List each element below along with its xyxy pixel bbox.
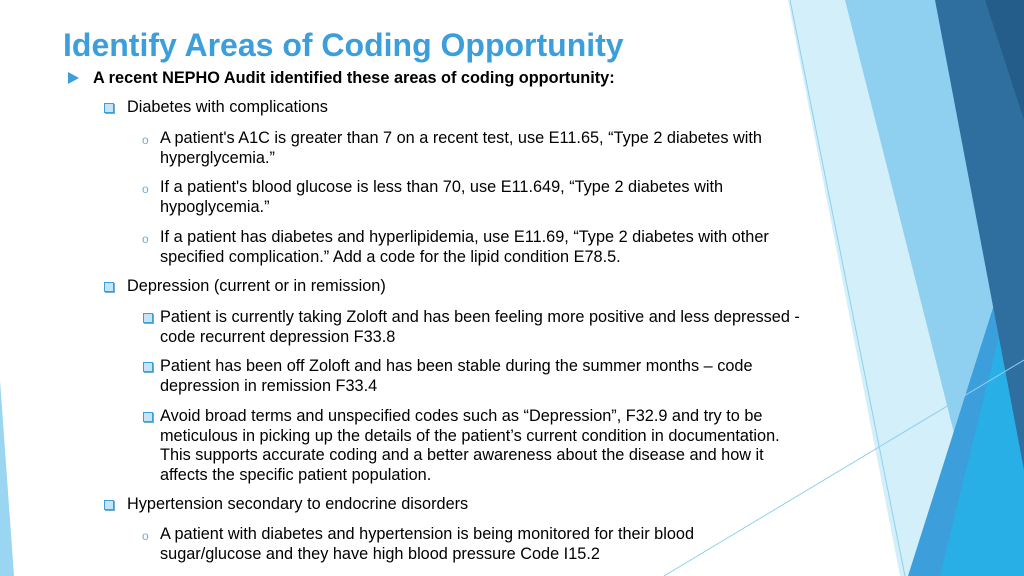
list-item — [160, 357, 800, 396]
list-item-text: Patient is currently taking Zoloft and has been feeling more positive and less depressed - code recurrent depression F33.8 — [160, 308, 800, 346]
list-item-text: If a patient has diabetes and hyperlipidemia, use E11.69, “Type 2 diabetes with other specified complication.” Add a code for the lipid condition E78.5. — [160, 228, 769, 266]
section-heading-text: Diabetes with complications — [127, 98, 328, 116]
list-item — [160, 407, 800, 485]
section-heading-text: Depression (current or in remission) — [127, 277, 386, 295]
section-heading-depression — [127, 277, 386, 297]
list-item-text: A patient with diabetes and hypertension is being monitored for their blood sugar/glucose and they have high blood pressure Code I15.2 — [160, 525, 695, 563]
section-heading-text: Hypertension secondary to endocrine disorders — [127, 495, 469, 513]
arrow-bullet-icon — [68, 72, 79, 84]
square-bullet-icon — [143, 412, 153, 422]
list-item — [142, 178, 820, 217]
list-item-text: If a patient's blood glucose is less than 70, use E11.649, “Type 2 diabetes with hypoglycemia.” — [160, 178, 724, 216]
square-bullet-icon — [104, 282, 114, 292]
section-heading-hypertension — [127, 495, 468, 515]
list-item-text: A patient's A1C is greater than 7 on a recent test, use E11.65, “Type 2 diabetes with hyperglycemia.” — [160, 129, 762, 167]
circle-bullet-icon: o — [142, 529, 149, 543]
circle-bullet-icon: o — [142, 232, 149, 246]
list-item-text: Avoid broad terms and unspecified codes such as “Depression”, F32.9 and try to be meticulous in picking up the details of the patient’s current condition in documentation. This supports accurate coding and a better awareness about the disease and how it affects the specific patient population. — [160, 407, 780, 484]
section-heading-diabetes — [127, 98, 328, 118]
circle-bullet-icon: o — [142, 133, 149, 147]
square-bullet-icon — [104, 103, 114, 113]
list-item-text: Patient has been off Zoloft and has been stable during the summer months – code depression in remission F33.4 — [160, 357, 753, 395]
intro-text: A recent NEPHO Audit identified these areas of coding opportunity: — [93, 69, 615, 87]
intro-line — [93, 69, 615, 89]
list-item — [160, 308, 800, 347]
list-item — [142, 525, 770, 564]
list-item — [142, 129, 770, 168]
square-bullet-icon — [143, 362, 153, 372]
circle-bullet-icon: o — [142, 182, 149, 196]
square-bullet-icon — [104, 500, 114, 510]
slide-title: Identify Areas of Coding Opportunity — [63, 27, 624, 63]
list-item — [142, 228, 800, 267]
square-bullet-icon — [143, 313, 153, 323]
